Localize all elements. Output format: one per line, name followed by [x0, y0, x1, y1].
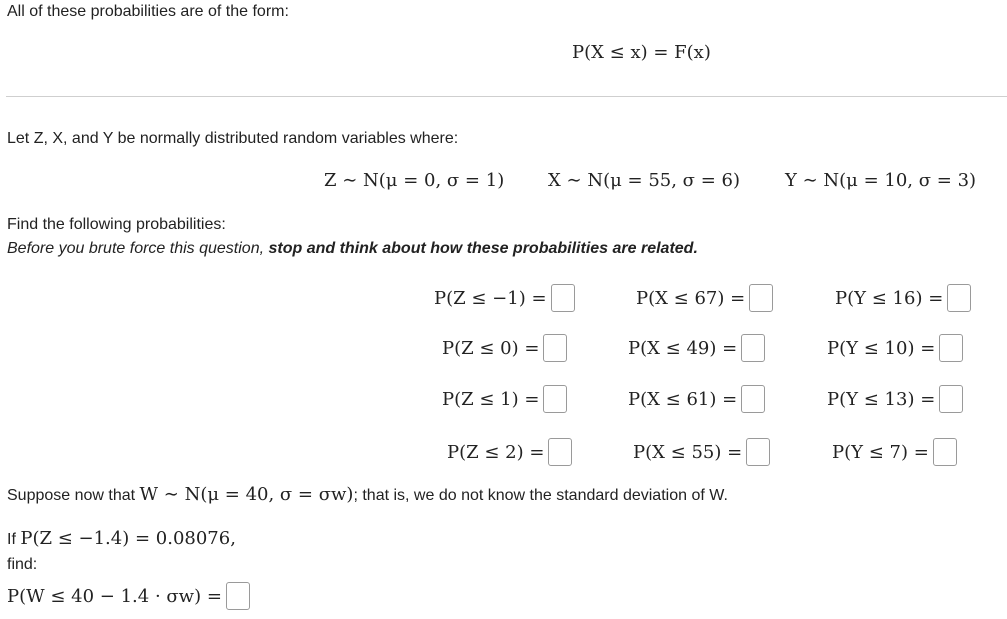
prob-z-row-4 [447, 438, 572, 466]
answer-box[interactable] [226, 582, 250, 610]
answer-box[interactable] [543, 334, 567, 362]
answer-box[interactable] [543, 385, 567, 413]
prob-z-label: P(Z ≤ 0) = [442, 337, 540, 359]
prob-y-row-3 [827, 385, 963, 413]
prob-x-label: P(X ≤ 55) = [633, 441, 743, 463]
answer-box[interactable] [551, 284, 575, 312]
prob-y-label: P(Y ≤ 10) = [827, 337, 936, 359]
prob-y-row-4 [832, 438, 957, 466]
prob-y-label: P(Y ≤ 16) = [835, 287, 944, 309]
prob-y-label: P(Y ≤ 7) = [832, 441, 929, 463]
prob-z-label: P(Z ≤ 2) = [447, 441, 545, 463]
answer-box[interactable] [933, 438, 957, 466]
dist-z: Z ∼ N(μ = 0, σ = 1) [324, 170, 505, 191]
answer-box[interactable] [548, 438, 572, 466]
part2-suffix: ; that is, we do not know the standard deviation of W. [353, 487, 728, 504]
prob-x-row-1 [636, 284, 773, 312]
hint-bold: stop and think about how these probabilities are related. [268, 240, 698, 257]
answer-box[interactable] [741, 334, 765, 362]
prob-x-label: P(X ≤ 49) = [628, 337, 738, 359]
form-equation: P(X ≤ x) = F(x) [572, 42, 711, 63]
setup-text: Let Z, X, and Y be normally distributed random variables where: [7, 130, 459, 147]
target-probability: P(W ≤ 40 − 1.4 · σw) = [7, 585, 222, 607]
prob-z-row-2 [442, 334, 567, 362]
section-divider [6, 96, 1007, 97]
prob-z-row-3 [442, 385, 567, 413]
part2-statement [7, 484, 728, 505]
dist-x: X ∼ N(μ = 55, σ = 6) [548, 170, 740, 191]
find-label: find: [7, 556, 38, 573]
prob-x-row-3 [628, 385, 765, 413]
prob-x-label: P(X ≤ 67) = [636, 287, 746, 309]
prob-y-row-1 [835, 284, 971, 312]
given-probability: P(Z ≤ −1.4) = 0.08076, [20, 528, 236, 549]
answer-box[interactable] [939, 334, 963, 362]
prob-z-row-1 [434, 284, 575, 312]
answer-box[interactable] [939, 385, 963, 413]
prob-z-label: P(Z ≤ 1) = [442, 388, 540, 410]
prob-x-label: P(X ≤ 61) = [628, 388, 738, 410]
prob-x-row-4 [633, 438, 770, 466]
answer-box[interactable] [746, 438, 770, 466]
prob-z-label: P(Z ≤ −1) = [434, 287, 547, 309]
prob-y-row-2 [827, 334, 963, 362]
prob-x-row-2 [628, 334, 765, 362]
answer-box[interactable] [741, 385, 765, 413]
answer-box[interactable] [947, 284, 971, 312]
part2-prefix: Suppose now that [7, 487, 140, 504]
target-row [7, 582, 250, 610]
dist-w: W ∼ N(μ = 40, σ = σw) [139, 484, 354, 505]
given-line [7, 528, 236, 549]
find-heading: Find the following probabilities: [7, 216, 226, 233]
hint-prefix: Before you brute force this question, [7, 240, 269, 257]
if-label: If [7, 531, 21, 548]
prob-y-label: P(Y ≤ 13) = [827, 388, 936, 410]
dist-y: Y ∼ N(μ = 10, σ = 3) [785, 170, 977, 191]
intro-text: All of these probabilities are of the form: [7, 3, 289, 20]
answer-box[interactable] [749, 284, 773, 312]
find-hint [7, 240, 698, 258]
